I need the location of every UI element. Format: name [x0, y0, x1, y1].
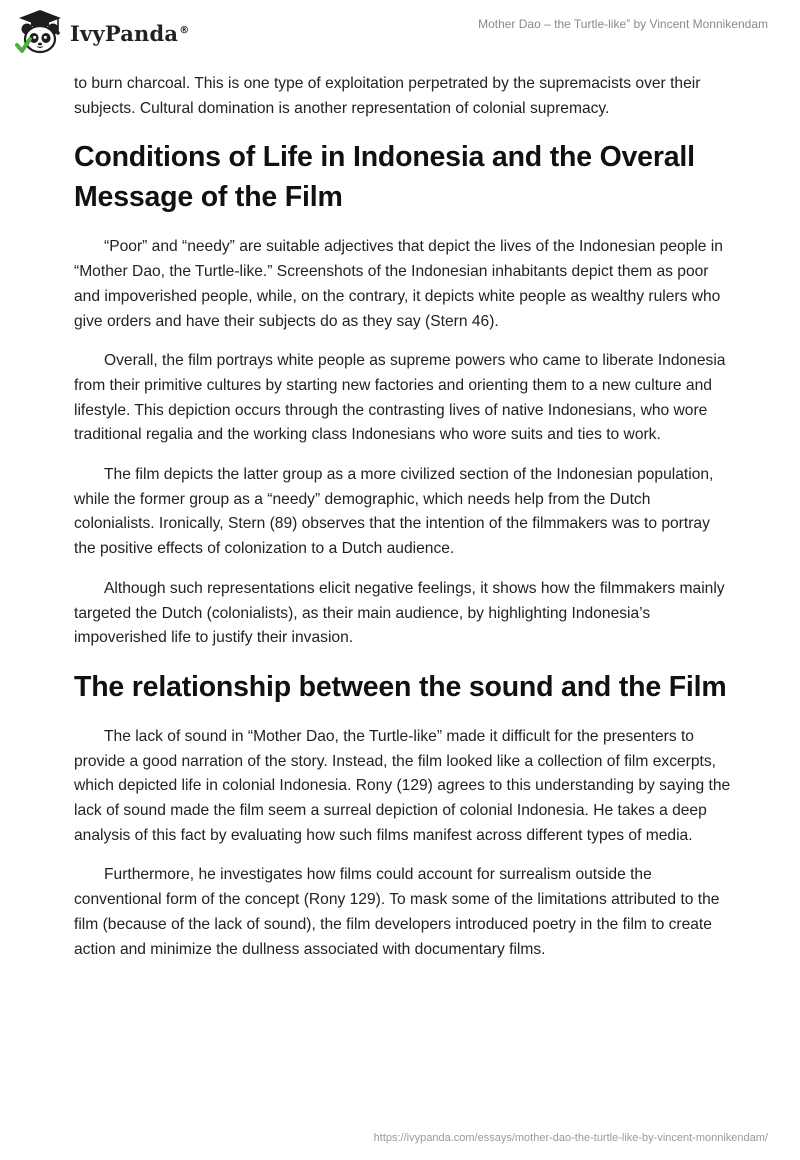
- document-title: Mother Dao – the Turtle-like” by Vincent Monnikendam: [478, 17, 768, 31]
- paragraph: “Poor” and “needy” are suitable adjectives that depict the lives of the Indonesian people in “Mother Dao, the Turtle-like.” Screenshots of the Indonesian inhabitants depict them as poor and impoverished people, while, on the contrary, it depicts white people as wealthy rulers who give orders and have their subjects do as they say (Stern 46).: [74, 238, 723, 330]
- registered-mark: ®: [179, 24, 190, 36]
- paragraph: Although such representations elicit negative feelings, it shows how the filmmakers mainly targeted the Dutch (colonialists), as their main audience, by highlighting Indonesia’s impoverished life to justify their invasion.: [74, 579, 725, 647]
- paragraph: Overall, the film portrays white people as supreme powers who came to liberate Indonesia from their primitive cultures by starting new factories and orienting them to a new culture and lifestyle. This depiction occurs through the contrasting lives of native Indonesians, who wore traditional regalia and the working class Indonesians who wore suits and ties to work.: [74, 352, 726, 444]
- paragraph: The film depicts the latter group as a more civilized section of the Indonesian population, while the former group as a “needy” demographic, which needs help from the Dutch colonialists. Ironically, Stern (89) observes that the intention of the filmmakers was to portray the positive effects of colonization to a Dutch audience.: [74, 466, 714, 558]
- paragraph: The lack of sound in “Mother Dao, the Turtle-like” made it difficult for the presenters to provide a good narration of the story. Instead, the film looked like a collection of film excerpts, which depicted life in colonial Indonesia. Rony (129) agrees to this understanding by saying the lack of sound made the film seem a surreal depiction of colonial Indonesia. He takes a deep analysis of this fact by evaluating how such films manifest across different types of media.: [74, 727, 731, 844]
- page-header: [0, 0, 800, 70]
- site-logo[interactable]: [14, 8, 189, 58]
- section-heading-conditions: Conditions of Life in Indonesia and the Overall Message of the Film: [74, 141, 695, 214]
- source-url[interactable]: https://ivypanda.com/essays/mother-dao-the-turtle-like-by-vincent-monnikendam/: [373, 1132, 768, 1144]
- paragraph: Furthermore, he investigates how films could account for surrealism outside the conventional form of the concept (Rony 129). To mask some of the limitations attributed to the film (because of the lack of sound), the film developers introduced poetry in the film to create action and minimize the dullness associated with documentary films.: [74, 866, 720, 958]
- essay-body: [74, 72, 734, 962]
- intro-paragraph: to burn charcoal. This is one type of exploitation perpetrated by the supremacists over their subjects. Cultural domination is another representation of colonial supremacy.: [74, 75, 701, 117]
- panda-graduate-icon: [14, 8, 66, 58]
- section-heading-sound: The relationship between the sound and the Film: [74, 670, 727, 703]
- logo-text: IvyPanda®: [70, 20, 190, 46]
